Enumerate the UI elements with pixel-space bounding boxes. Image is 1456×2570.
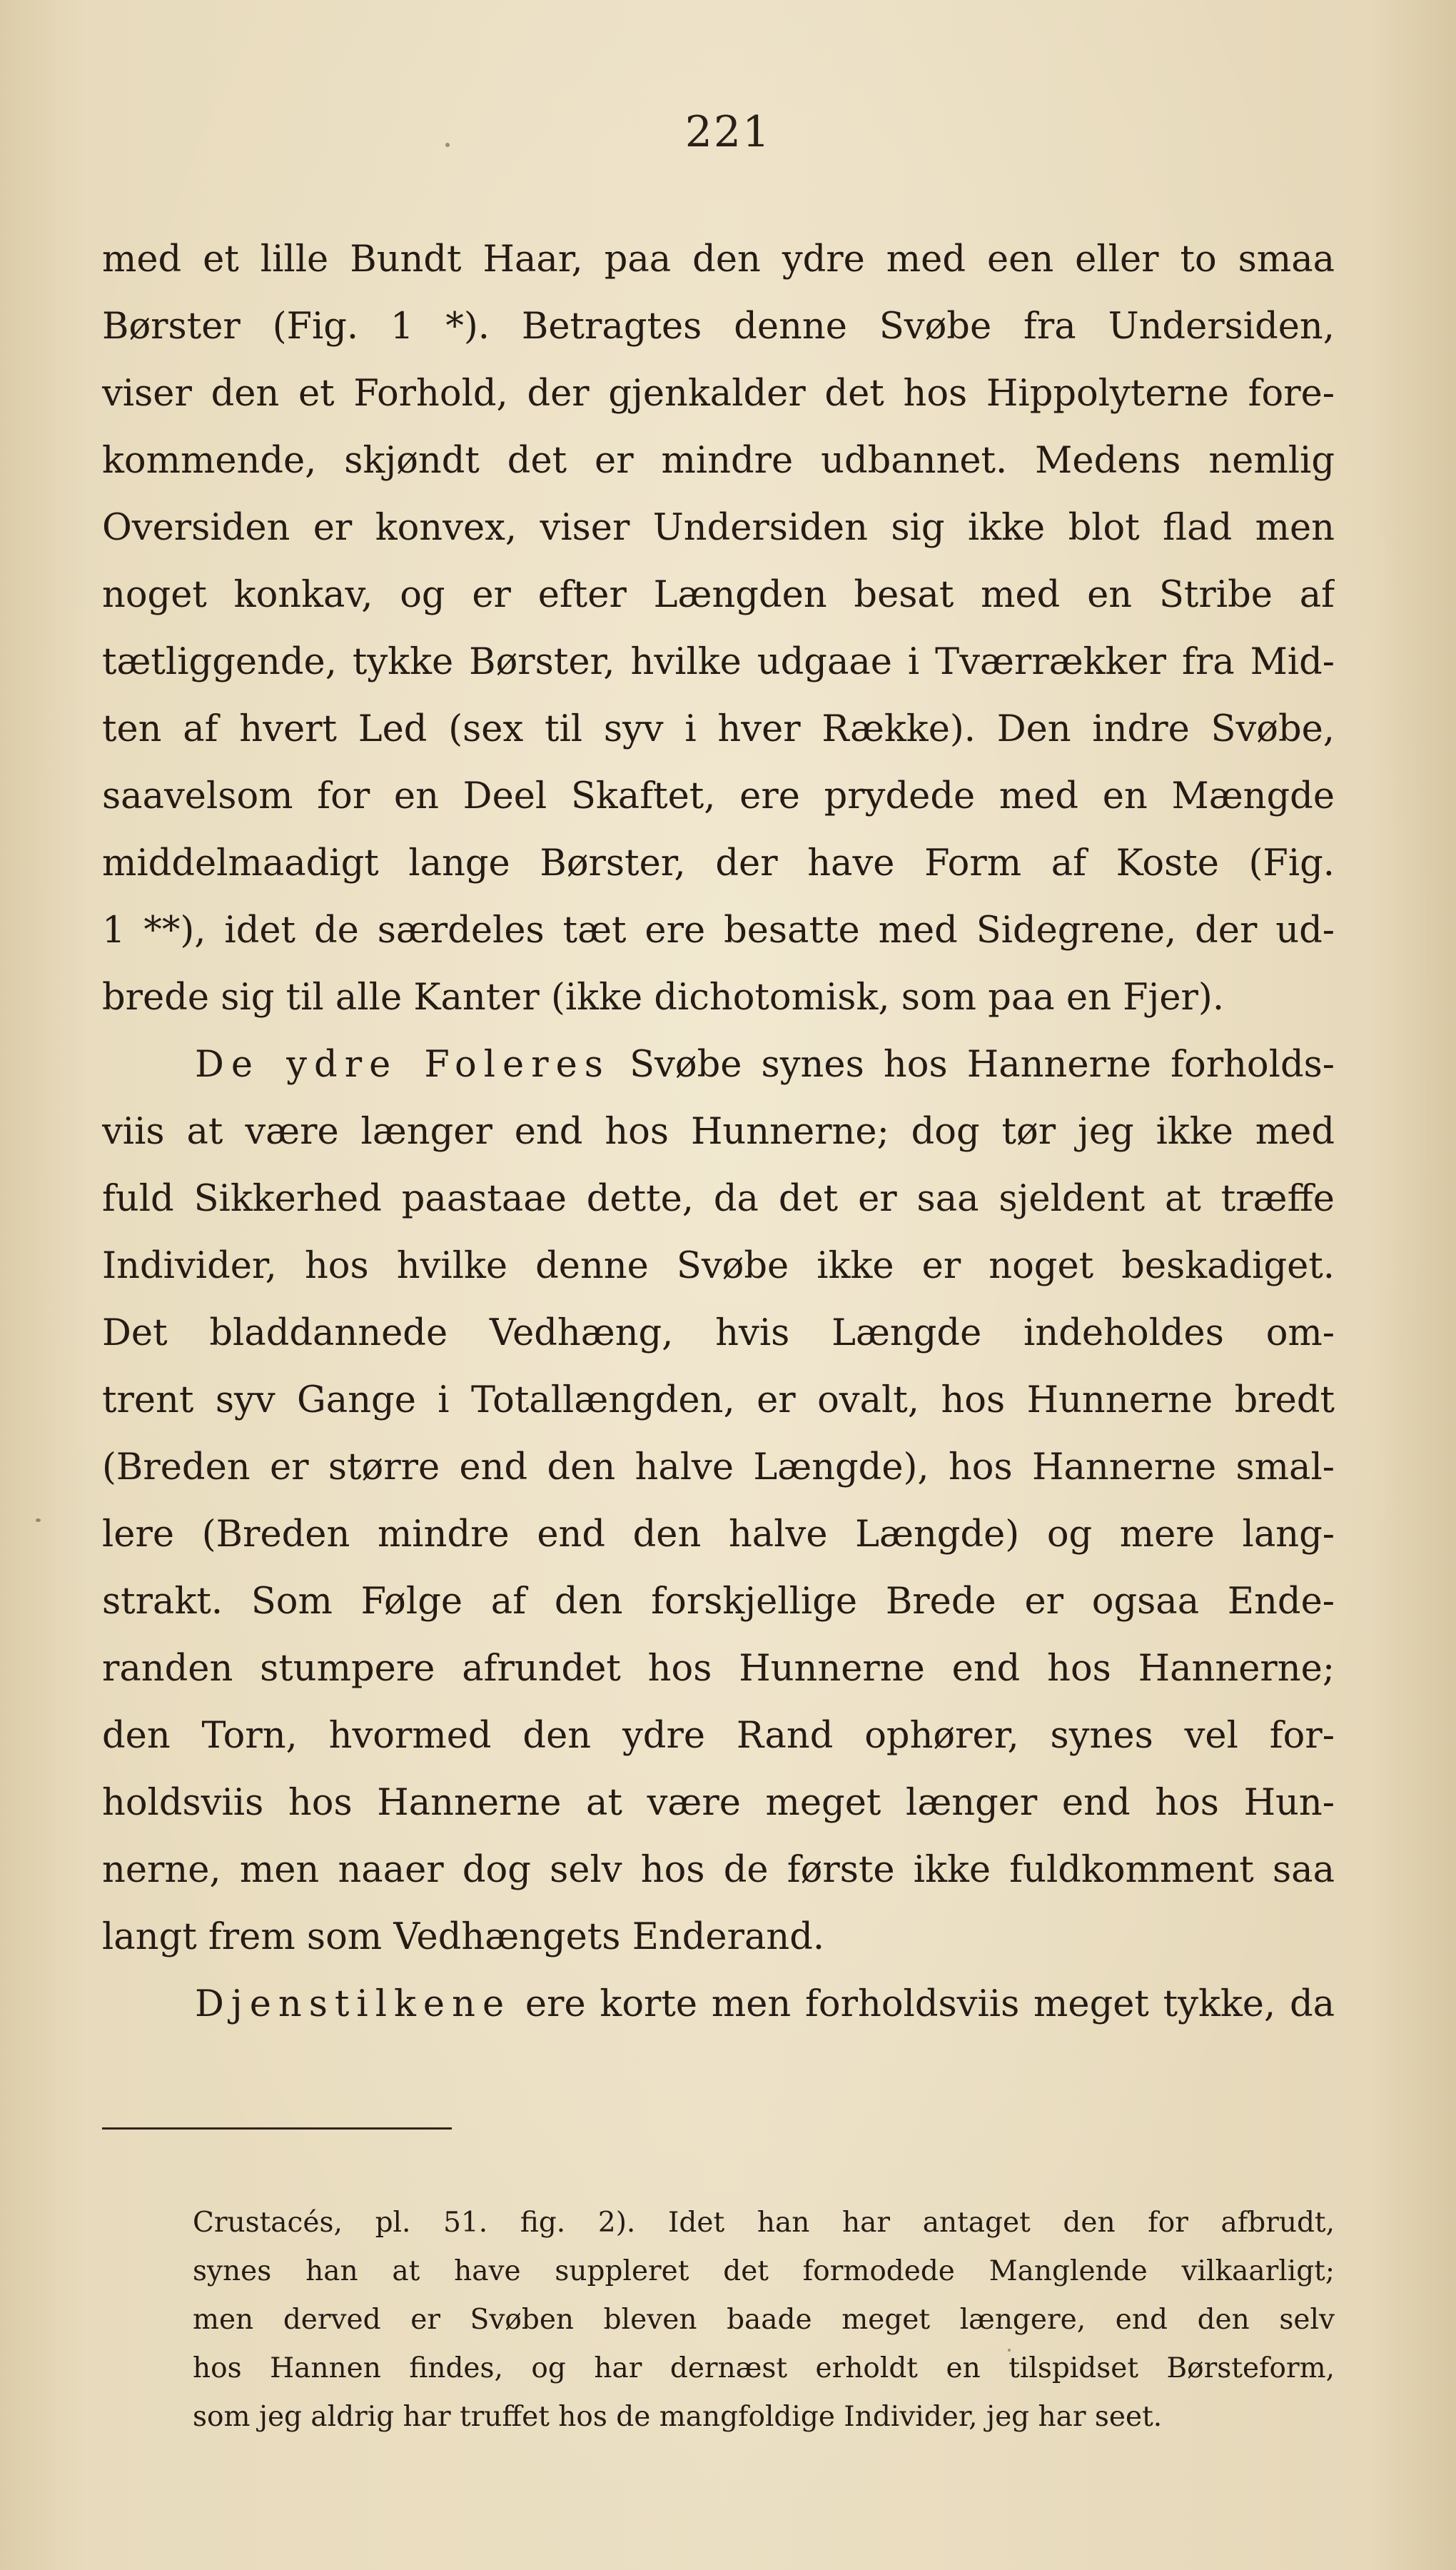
paragraph-first-line <box>102 1971 1335 2038</box>
text-run: ere korte men forholdsviis meget tykke, da <box>511 1983 1335 2025</box>
text-line: nerne, men naaer dog selv hos de første ikke fuldkomment saa <box>102 1849 1335 1891</box>
text-line: saavelsom for en Deel Skaftet, ere prydede med en Mængde <box>102 775 1335 817</box>
text-line: middelmaadigt lange Børster, der have Form af Koste (Fig. <box>102 842 1335 885</box>
text-line: noget konkav, og er efter Længden besat med en Stribe af <box>102 574 1335 616</box>
text-line: tætliggende, tykke Børster, hvilke udgaae i Tværrækker fra Mid- <box>102 641 1335 683</box>
footnote <box>193 2199 1335 2442</box>
text-line: langt frem som Vedhængets Enderand. <box>102 1916 825 1958</box>
text-line: fuld Sikkerhed paastaae dette, da det er saa sjeldent at træffe <box>102 1178 1335 1220</box>
text-line: Oversiden er konvex, viser Undersiden sig ikke blot flad men <box>102 507 1335 549</box>
footnote-line: men derved er Svøben bleven baade meget længere, end den selv <box>193 2304 1335 2336</box>
footnote-line: Crustacés, pl. 51. fig. 2). Idet han har antaget den for afbrudt, <box>193 2207 1335 2239</box>
paper-speck <box>445 143 450 147</box>
text-line: trent syv Gange i Totallængden, er ovalt, hos Hunnerne bredt <box>102 1379 1335 1421</box>
footnote-divider <box>102 2127 452 2130</box>
text-line: strakt. Som Følge af den forskjellige Brede er ogsaa Ende- <box>102 1581 1335 1623</box>
paragraph-first-line <box>102 1032 1335 1099</box>
spaced-term: Djenstilkene <box>195 1983 512 2025</box>
spaced-term: De ydre Foleres <box>195 1044 610 1086</box>
footnote-line: hos Hannen findes, og har dernæst erholdt en tilspidset Børsteform, <box>193 2352 1335 2384</box>
text-line: kommende, skjøndt det er mindre udbannet. Medens nemlig <box>102 440 1335 482</box>
text-line: den Torn, hvormed den ydre Rand ophører, synes vel for- <box>102 1715 1335 1757</box>
page-number: 221 <box>684 107 772 157</box>
paper-speck <box>1008 2349 1011 2352</box>
footnote-line: som jeg aldrig har truffet hos de mangfoldige Individer, jeg har seet. <box>193 2401 1163 2433</box>
text-line: 1 **), idet de særdeles tæt ere besatte med Sidegrene, der ud- <box>102 909 1335 952</box>
paper-speck <box>36 1518 41 1522</box>
text-line: viis at være længer end hos Hunnerne; dog tør jeg ikke med <box>102 1111 1335 1153</box>
text-line: ten af hvert Led (sex til syv i hver Række). Den indre Svøbe, <box>102 708 1335 750</box>
body-text <box>102 226 1335 2038</box>
text-line: holdsviis hos Hannerne at være meget længer end hos Hun- <box>102 1782 1335 1824</box>
text-line: Det bladdannede Vedhæng, hvis Længde indeholdes om- <box>102 1312 1335 1354</box>
text-line: viser den et Forhold, der gjenkalder det hos Hippolyterne fore- <box>102 373 1335 415</box>
footnote-line: synes han at have suppleret det formodede Manglende vilkaarligt; <box>193 2255 1335 2287</box>
text-line: med et lille Bundt Haar, paa den ydre med een eller to smaa <box>102 238 1335 281</box>
text-line: randen stumpere afrundet hos Hunnerne end hos Hannerne; <box>102 1648 1335 1690</box>
text-line: Individer, hos hvilke denne Svøbe ikke er noget beskadiget. <box>102 1245 1335 1287</box>
text-line: brede sig til alle Kanter (ikke dichotomisk, som paa en Fjer). <box>102 977 1225 1019</box>
text-run: Svøbe synes hos Hannerne forholds- <box>610 1044 1335 1086</box>
text-line: (Breden er større end den halve Længde), hos Hannerne smal- <box>102 1446 1335 1488</box>
text-line: Børster (Fig. 1 *). Betragtes denne Svøbe fra Undersiden, <box>102 306 1335 348</box>
text-line: lere (Breden mindre end den halve Længde) og mere lang- <box>102 1513 1335 1556</box>
